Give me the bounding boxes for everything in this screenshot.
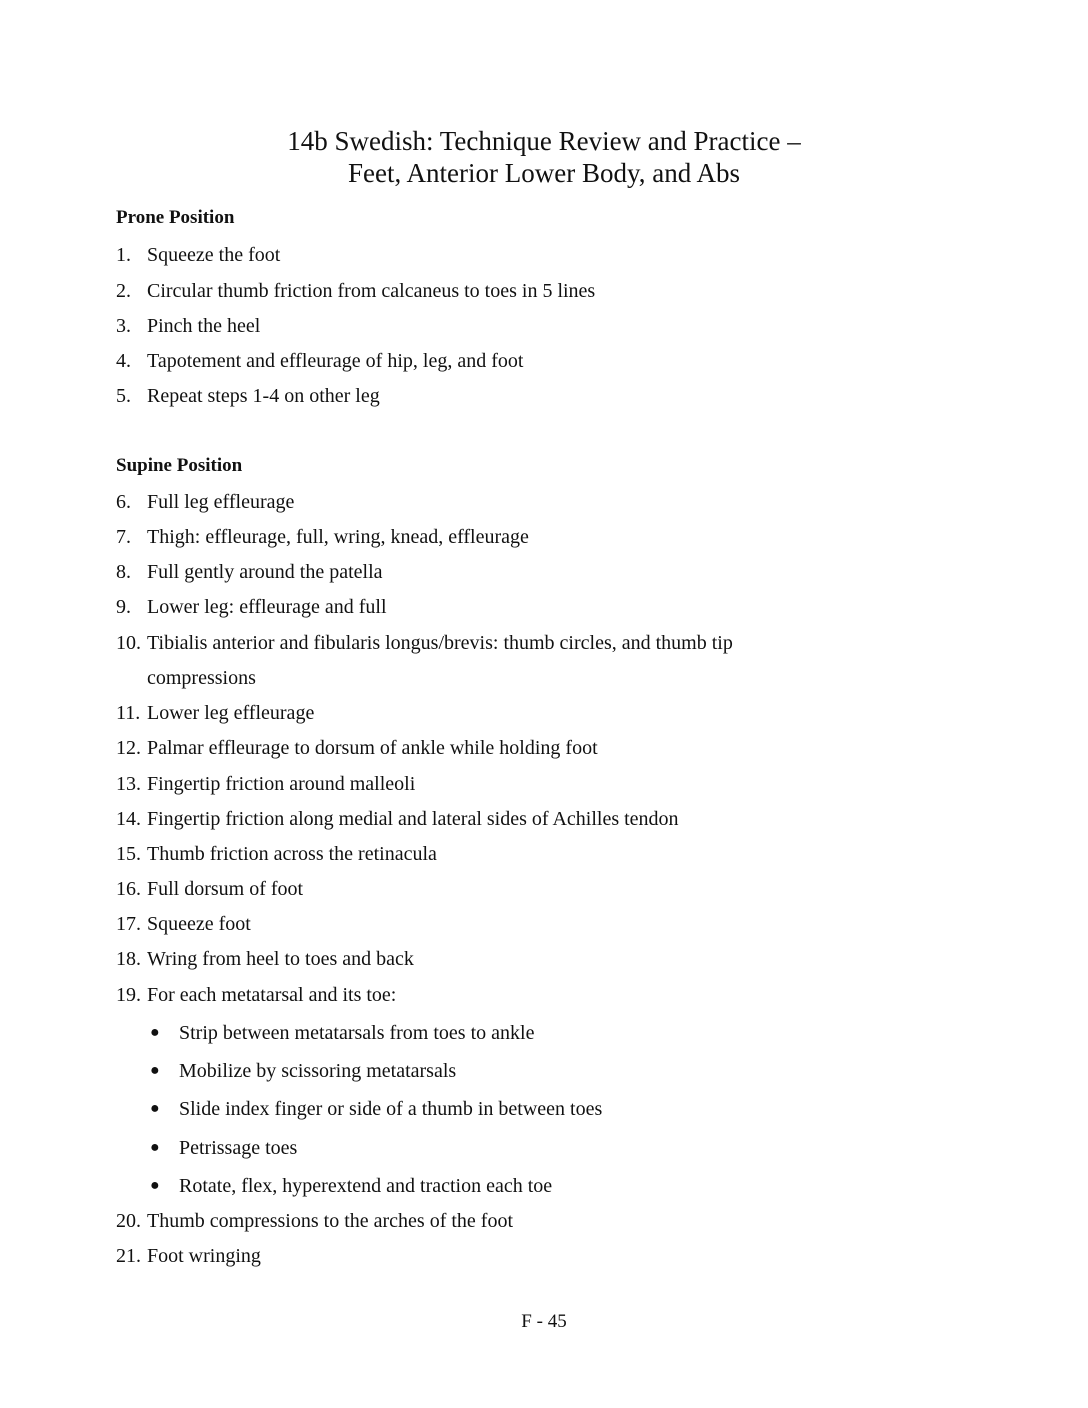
item-text: Wring from heel to toes and back [147,948,414,970]
item-number: 9. [116,596,131,618]
list-item [116,983,396,1007]
item-number: 3. [116,315,131,337]
list-item [116,349,523,373]
item-number: 16. [116,878,141,900]
item-number: 7. [116,526,131,548]
item-number: 14. [116,808,141,830]
bullet-item [150,1174,552,1198]
bullet-text: Petrissage toes [179,1137,298,1159]
bullet-item [150,1021,534,1045]
item-number: 18. [116,948,141,970]
bullet-text: Strip between metatarsals from toes to ankle [179,1022,535,1044]
item-text: Tapotement and effleurage of hip, leg, and foot [147,350,524,372]
list-item [116,1244,261,1268]
item-text: Thumb compressions to the arches of the foot [147,1210,514,1232]
section-heading-supine: Supine Position [116,455,243,476]
title-line-1: 14b Swedish: Technique Review and Practice – [287,126,801,156]
item-text: Full leg effleurage [147,491,295,513]
list-item [116,595,387,619]
list-item [116,243,280,267]
item-text: Pinch the heel [147,315,261,337]
item-text-continuation: compressions [147,667,256,689]
section-heading-prone: Prone Position [116,207,235,228]
item-number: 6. [116,491,131,513]
item-text: Full gently around the patella [147,561,383,583]
list-item [116,947,414,971]
bullet-text: Rotate, flex, hyperextend and traction each toe [179,1175,553,1197]
list-item [116,560,383,584]
item-number: 10. [116,632,141,654]
item-number: 13. [116,773,141,795]
list-item [116,701,314,725]
page-number: F - 45 [521,1311,567,1332]
bullet-icon: ● [150,1100,160,1117]
item-text: Thigh: effleurage, full, wring, knead, effleurage [147,526,529,548]
list-item [116,877,303,901]
item-text: Full dorsum of foot [147,878,304,900]
item-text: Fingertip friction along medial and lateral sides of Achilles tendon [147,808,679,830]
list-item [116,772,415,796]
item-number: 4. [116,350,131,372]
item-text: Thumb friction across the retinacula [147,843,437,865]
item-text: For each metatarsal and its toe: [147,984,397,1006]
title-line-2: Feet, Anterior Lower Body, and Abs [348,158,740,188]
bullet-text: Slide index finger or side of a thumb in between toes [179,1098,603,1120]
bullet-text: Mobilize by scissoring metatarsals [179,1060,457,1082]
bullet-item [150,1059,456,1083]
item-text: Palmar effleurage to dorsum of ankle while holding foot [147,737,598,759]
item-number: 12. [116,737,141,759]
item-text: Squeeze foot [147,913,251,935]
list-item [116,490,294,514]
item-text: Repeat steps 1-4 on other leg [147,385,380,407]
item-text: Circular thumb friction from calcaneus to toes in 5 lines [147,280,596,302]
bullet-item [150,1097,602,1121]
bullet-icon: ● [150,1024,160,1041]
list-item [116,525,529,549]
item-text: Foot wringing [147,1245,261,1267]
list-item [116,842,437,866]
list-item [116,384,380,408]
list-item [116,1209,513,1233]
list-item [116,807,679,831]
item-text: Squeeze the foot [147,244,281,266]
item-number: 20. [116,1210,141,1232]
item-number: 15. [116,843,141,865]
bullet-icon: ● [150,1062,160,1079]
list-item [116,912,251,936]
bullet-icon: ● [150,1177,160,1194]
list-item [116,736,598,760]
item-text: Fingertip friction around malleoli [147,773,416,795]
item-text: Lower leg: effleurage and full [147,596,387,618]
item-number: 21. [116,1245,141,1267]
item-number: 11. [116,702,141,724]
item-number: 17. [116,913,141,935]
item-text: Lower leg effleurage [147,702,315,724]
list-item [116,314,260,338]
item-number: 2. [116,280,131,302]
bullet-icon: ● [150,1139,160,1156]
item-number: 5. [116,385,131,407]
item-number: 8. [116,561,131,583]
item-number: 19. [116,984,141,1006]
item-number: 1. [116,244,131,266]
list-item [116,279,595,303]
item-text: Tibialis anterior and fibularis longus/brevis: thumb circles, and thumb tip [147,632,733,654]
list-item [116,631,733,655]
bullet-item [150,1136,297,1160]
